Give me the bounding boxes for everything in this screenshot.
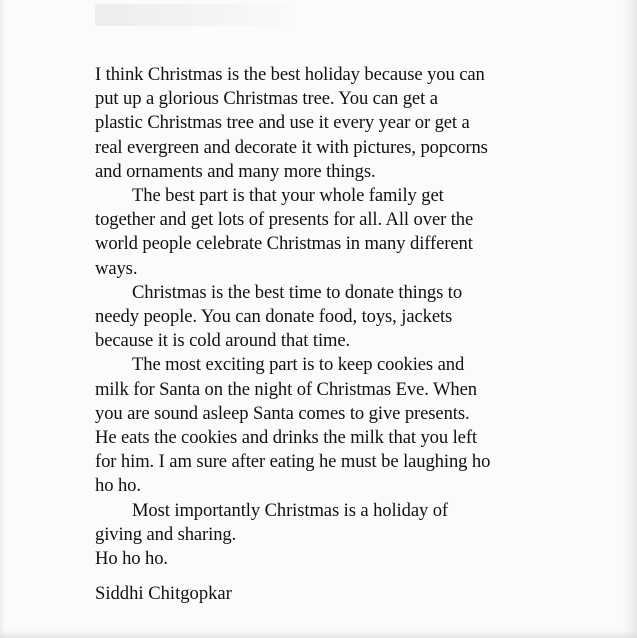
scan-bottom-edge [0,630,637,638]
text-line: needy people. You can donate food, toys, jackets [95,306,453,328]
text-line: ways. [95,257,138,279]
text-line: and ornaments and many more things. [95,160,376,182]
paragraph-5 [95,499,555,547]
paragraph-3 [95,281,555,354]
text-line: you are sound asleep Santa comes to give presents. [95,402,470,424]
text-line: The most exciting part is to keep cookies and [132,354,465,376]
paragraph-2 [95,184,555,281]
text-line: for him. I am sure after eating he must be laughing ho [95,451,491,473]
essay-body [95,63,555,571]
closing-line: Ho ho ho. [95,548,168,570]
text-line: Christmas is the best time to donate things to [132,281,463,303]
text-line: He eats the cookies and drinks the milk that you left [95,427,477,449]
scan-edge-right [623,0,637,638]
text-line: together and get lots of presents for all. All over the [95,209,474,231]
scan-edge-left [0,0,6,638]
text-line: ho ho. [95,475,141,497]
author-signature: Siddhi Chitgopkar [95,583,232,604]
paragraph-1 [95,63,555,184]
paragraph-4 [95,353,555,498]
text-line: giving and sharing. [95,523,237,545]
faint-scan-header [95,4,295,26]
text-line: milk for Santa on the night of Christmas Eve. When [95,378,477,400]
text-line: I think Christmas is the best holiday because you can [95,64,485,85]
text-line: Most importantly Christmas is a holiday of [132,499,449,521]
text-line: plastic Christmas tree and use it every year or get a [95,112,470,134]
text-line: world people celebrate Christmas in many different [95,233,473,255]
text-line: put up a glorious Christmas tree. You can get a [95,88,438,110]
text-line: real evergreen and decorate it with pictures, popcorns [95,136,488,158]
text-line: because it is cold around that time. [95,330,351,352]
text-line: The best part is that your whole family get [132,185,444,207]
